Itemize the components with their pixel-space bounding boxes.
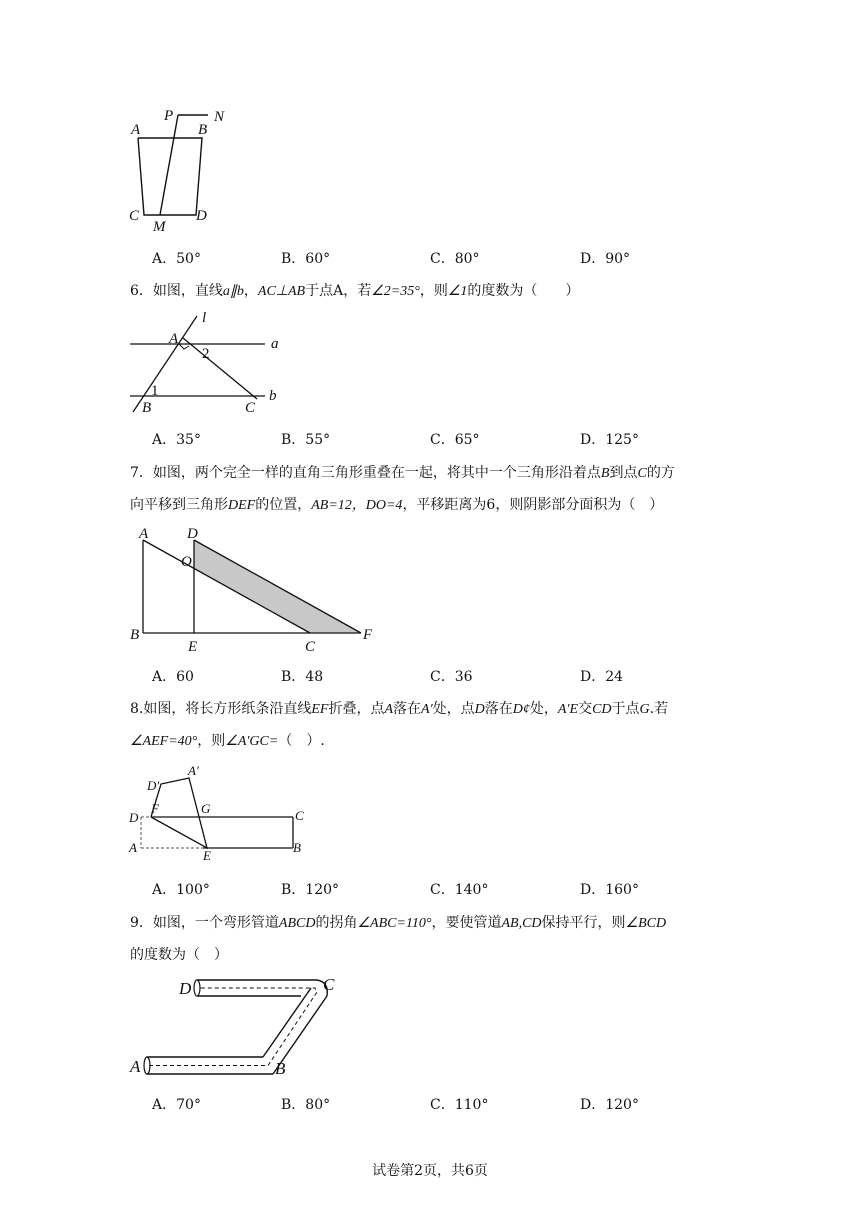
q7-label-c: C — [305, 639, 316, 655]
q9-label-a: A — [130, 1057, 141, 1076]
page-footer: 试卷第2页，共6页 — [372, 1163, 488, 1179]
q5-label-n: N — [214, 109, 225, 125]
q5-option-a[interactable]: A．50° — [152, 251, 201, 267]
q6-option-c[interactable]: C．65° — [430, 432, 480, 448]
q7-label-o: O — [181, 554, 192, 570]
q9-figure — [125, 970, 355, 1082]
q8-option-d[interactable]: D．160° — [580, 882, 639, 898]
q5-label-a: A — [131, 122, 141, 138]
q6-label-l: l — [202, 310, 207, 326]
q5-label-b: B — [198, 122, 208, 138]
q8-label-g: G — [201, 801, 211, 816]
q8-label-dprime: D′ — [147, 778, 160, 793]
q9-label-d: D — [179, 979, 192, 998]
q5-figure — [120, 100, 240, 235]
q7-label-f: F — [363, 627, 373, 643]
q9-stem-line1: 9．如图，一个弯形管道ABCD的拐角∠ABC=110°，要使管道AB,CD保持平行，则∠BCD — [130, 915, 667, 931]
q9-option-d[interactable]: D．120° — [580, 1097, 639, 1113]
q5-label-m: M — [153, 219, 166, 235]
q7-label-b: B — [130, 627, 140, 643]
q7-figure — [125, 522, 385, 657]
q8-label-b: B — [293, 840, 301, 855]
q8-option-c[interactable]: C．140° — [430, 882, 489, 898]
q6-option-b[interactable]: B．55° — [281, 432, 331, 448]
q7-stem-line2: 向平移到三角形DEF的位置，AB=12，DO=4，平移距离为6，则阴影部分面积为（ ） — [130, 497, 664, 513]
q8-label-aprime: A′ — [188, 763, 199, 778]
q7-option-a[interactable]: A．60 — [152, 669, 194, 685]
q8-label-c: C — [295, 808, 304, 823]
q9-label-b: B — [275, 1059, 286, 1078]
q9-label-c: C — [323, 975, 335, 994]
q7-option-d[interactable]: D．24 — [580, 669, 624, 685]
q6-option-a[interactable]: A．35° — [152, 432, 201, 448]
q9-option-b[interactable]: B．80° — [281, 1097, 331, 1113]
q7-option-b[interactable]: B．48 — [281, 669, 324, 685]
q9-stem-line2: 的度数为（ ） — [130, 947, 228, 963]
q8-stem-line1: 8.如图，将长方形纸条沿直线EF折叠，点A落在A′处，点D落在D¢处，A′E交CD于点G.若 — [130, 701, 669, 717]
q7-label-e: E — [188, 639, 198, 655]
q8-label-a: A — [129, 840, 137, 855]
q6-stem: 6．如图，直线a∥b，AC⊥AB于点A，若∠2=35°，则∠1的度数为（ ） — [130, 283, 580, 299]
q7-label-d: D — [187, 526, 198, 542]
q8-stem-line2: ∠AEF=40°，则∠A′GC=（ ）. — [130, 733, 325, 749]
q6-label-b-line: b — [269, 388, 277, 404]
q8-option-b[interactable]: B．120° — [281, 882, 340, 898]
q6-label-b-point: B — [142, 400, 152, 416]
q8-label-f: F — [151, 801, 159, 816]
q8-option-a[interactable]: A．100° — [152, 882, 210, 898]
q5-option-b[interactable]: B．60° — [281, 251, 331, 267]
q9-option-c[interactable]: C．110° — [430, 1097, 489, 1113]
q8-label-d: D — [129, 810, 139, 825]
q5-label-p: P — [164, 108, 174, 124]
q8-label-e: E — [203, 848, 211, 863]
q7-label-a: A — [139, 526, 149, 542]
q6-label-c-point: C — [245, 400, 256, 416]
q6-label-a-line: a — [271, 336, 279, 352]
q6-figure — [125, 308, 295, 418]
q5-option-c[interactable]: C．80° — [430, 251, 480, 267]
q6-label-1: 1 — [151, 383, 159, 399]
q5-option-d[interactable]: D．90° — [580, 251, 631, 267]
q5-label-d: D — [196, 208, 207, 224]
q7-stem-line1: 7．如图，两个完全一样的直角三角形重叠在一起，将其中一个三角形沿着点B到点C的方 — [130, 465, 675, 481]
q8-figure — [125, 760, 325, 870]
q5-label-c: C — [129, 208, 140, 224]
q6-option-d[interactable]: D．125° — [580, 432, 639, 448]
q6-label-a-point: A — [169, 331, 179, 347]
q7-option-c[interactable]: C．36 — [430, 669, 473, 685]
q9-option-a[interactable]: A．70° — [152, 1097, 201, 1113]
q6-label-2: 2 — [202, 346, 210, 362]
